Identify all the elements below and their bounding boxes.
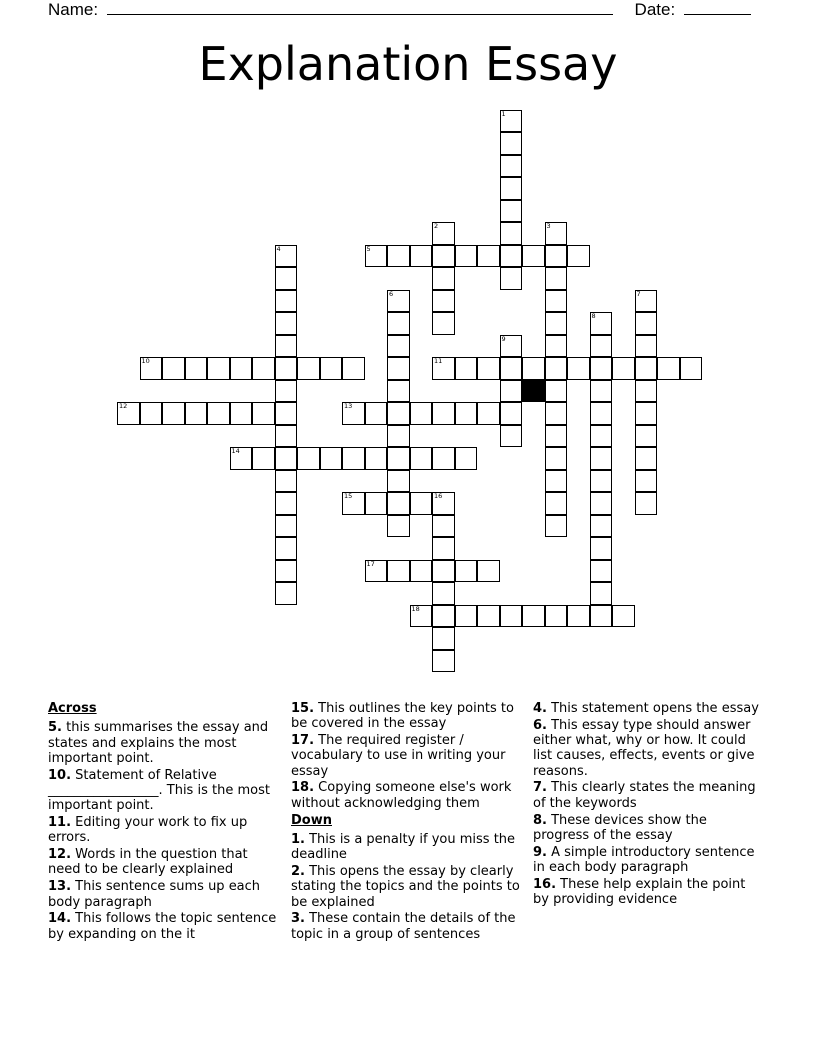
grid-cell[interactable] — [320, 357, 343, 380]
grid-cell[interactable] — [455, 605, 478, 628]
grid-cell[interactable] — [545, 312, 568, 335]
grid-cell[interactable] — [500, 110, 523, 133]
grid-cell[interactable] — [387, 470, 410, 493]
grid-cell[interactable] — [387, 515, 410, 538]
clue-across-1 — [48, 768, 280, 814]
grid-cell[interactable] — [635, 335, 658, 358]
clue-number: 9. — [533, 844, 547, 860]
grid-cell[interactable] — [230, 402, 253, 425]
clue-text: The required register / vocabulary to use in writing your essay — [291, 733, 506, 779]
clue-text: This essay type should answer either what, why or how. It could list causes, effects, events or give reasons. — [533, 717, 755, 779]
grid-cell[interactable] — [477, 357, 500, 380]
grid-cell[interactable] — [432, 650, 455, 673]
clue-text: These contain the details of the topic in a group of sentences — [291, 911, 516, 942]
clue-text: A simple introductory sentence in each body paragraph — [533, 844, 755, 875]
clue-down-6 — [533, 813, 765, 844]
name-label: Name: — [48, 0, 99, 19]
grid-cell[interactable] — [635, 402, 658, 425]
grid-cell[interactable] — [432, 582, 455, 605]
clue-text: this summarises the essay and states and explains the most important point. — [48, 720, 269, 766]
clue-number: 5. — [48, 720, 62, 736]
grid-cell[interactable] — [275, 335, 298, 358]
clue-number-2: 2 — [434, 222, 439, 230]
clue-number: 1. — [291, 831, 305, 847]
grid-cell[interactable] — [590, 582, 613, 605]
grid-cell[interactable] — [590, 380, 613, 403]
grid-cell[interactable] — [635, 425, 658, 448]
clue-number-14: 14 — [231, 447, 240, 455]
clue-number-1: 1 — [501, 109, 506, 118]
grid-cell[interactable] — [365, 492, 388, 515]
clue-number: 7. — [533, 780, 547, 796]
grid-cell[interactable] — [432, 312, 455, 335]
grid-cell[interactable] — [545, 267, 568, 290]
clue-number: 12. — [48, 847, 72, 863]
grid-cell[interactable] — [387, 560, 410, 583]
clue-across-4 — [48, 879, 280, 910]
grid-cell[interactable] — [342, 357, 365, 380]
grid-cell[interactable] — [387, 380, 410, 403]
clue-across-7 — [291, 733, 523, 779]
grid-cell[interactable] — [545, 357, 568, 380]
grid-cell[interactable] — [140, 402, 163, 425]
grid-cell[interactable] — [432, 290, 455, 313]
grid-cell[interactable] — [365, 447, 388, 470]
clue-across-0 — [48, 720, 280, 766]
grid-cell[interactable] — [387, 402, 410, 425]
grid-cell[interactable] — [365, 402, 388, 425]
grid-cell[interactable] — [432, 560, 455, 583]
grid-cell[interactable] — [500, 245, 523, 268]
grid-cell[interactable] — [207, 357, 230, 380]
grid-cell[interactable] — [252, 357, 275, 380]
grid-cell[interactable] — [275, 515, 298, 538]
clue-across-8 — [291, 780, 523, 811]
grid-cell[interactable] — [162, 357, 185, 380]
clues-column-2 — [291, 701, 523, 943]
grid-cell[interactable] — [590, 537, 613, 560]
clue-across-2 — [48, 815, 280, 846]
clue-number: 6. — [533, 717, 547, 733]
grid-cell[interactable] — [500, 425, 523, 448]
grid-cell[interactable] — [432, 267, 455, 290]
clue-number: 4. — [533, 701, 547, 716]
clue-text: These help explain the point by providing evidence — [533, 876, 746, 908]
clue-number-11: 11 — [434, 357, 443, 365]
grid-cell[interactable] — [320, 447, 343, 470]
clue-number: 3. — [291, 911, 305, 927]
grid-cell[interactable] — [275, 290, 298, 313]
grid-cell[interactable] — [590, 425, 613, 448]
clue-number-15: 15 — [344, 492, 353, 500]
clue-down-7 — [533, 845, 765, 876]
grid-cell[interactable] — [365, 245, 388, 268]
grid-cell[interactable] — [545, 492, 568, 515]
clue-down-8 — [533, 877, 765, 908]
grid-cell[interactable] — [432, 357, 455, 380]
grid-cell[interactable] — [275, 492, 298, 515]
grid-cell[interactable] — [567, 605, 590, 628]
clue-number-13: 13 — [344, 402, 353, 410]
page-title: Explanation Essay — [198, 37, 618, 91]
grid-cell[interactable] — [432, 605, 455, 628]
grid-cell[interactable] — [387, 245, 410, 268]
grid-cell[interactable] — [590, 447, 613, 470]
grid-cell[interactable] — [207, 402, 230, 425]
clue-across-5 — [48, 911, 280, 942]
grid-cell[interactable] — [432, 245, 455, 268]
clue-number-17: 17 — [366, 559, 375, 568]
grid-cell[interactable] — [545, 380, 568, 403]
grid-cell[interactable] — [590, 357, 613, 380]
clue-number-10: 10 — [141, 357, 150, 365]
grid-cell[interactable] — [500, 402, 523, 425]
grid-cell[interactable] — [252, 447, 275, 470]
grid-cell[interactable] — [185, 402, 208, 425]
grid-cell[interactable] — [657, 357, 680, 380]
grid-cell[interactable] — [522, 245, 545, 268]
grid-cell[interactable] — [545, 447, 568, 470]
grid-cell[interactable] — [500, 200, 523, 223]
grid-cell[interactable] — [522, 605, 545, 628]
grid-cell[interactable] — [432, 447, 455, 470]
grid-cell[interactable] — [432, 515, 455, 538]
clue-number-3: 3 — [546, 222, 551, 230]
clue-number-6: 6 — [389, 289, 394, 298]
grid-cell[interactable] — [455, 560, 478, 583]
grid-cell[interactable] — [500, 267, 523, 290]
clue-number: 11. — [48, 815, 72, 831]
grid-cell[interactable] — [590, 492, 613, 515]
grid-cell[interactable] — [477, 245, 500, 268]
grid-cell[interactable] — [275, 425, 298, 448]
clue-number: 8. — [533, 812, 547, 828]
clue-down-2 — [291, 911, 523, 942]
grid-cell[interactable] — [162, 402, 185, 425]
clue-number-8: 8 — [591, 312, 596, 320]
grid-cell[interactable] — [410, 245, 433, 268]
clue-text: Editing your work to fix up errors. — [48, 815, 248, 846]
grid-cell[interactable] — [387, 357, 410, 380]
clue-down-0 — [291, 832, 523, 863]
grid-cell[interactable] — [590, 560, 613, 583]
grid-cell[interactable] — [342, 447, 365, 470]
grid-cell[interactable] — [275, 560, 298, 583]
grid-cell[interactable] — [635, 380, 658, 403]
clue-text: Copying someone else's work without acknowledging them — [291, 780, 512, 811]
grid-cell[interactable] — [410, 605, 433, 628]
grid-cell[interactable] — [455, 357, 478, 380]
clue-text: This outlines the key points to be covered in the essay — [291, 701, 514, 732]
grid-cell[interactable] — [387, 447, 410, 470]
grid-cell[interactable] — [432, 492, 455, 515]
clue-text: This clearly states the meaning of the keywords — [533, 780, 756, 811]
grid-cell[interactable] — [432, 537, 455, 560]
clue-number: 18. — [291, 780, 315, 796]
grid-cell[interactable] — [590, 605, 613, 628]
clue-number-9: 9 — [501, 334, 506, 343]
clue-number: 13. — [48, 879, 72, 895]
black-cell — [522, 380, 545, 403]
grid-cell[interactable] — [275, 537, 298, 560]
grid-cell[interactable] — [140, 357, 163, 380]
grid-cell[interactable] — [545, 470, 568, 493]
grid-cell[interactable] — [500, 222, 523, 245]
clue-text: These devices show the progress of the essay — [533, 812, 707, 843]
grid-cell[interactable] — [500, 177, 523, 200]
grid-cell[interactable] — [432, 627, 455, 650]
grid-cell[interactable] — [275, 267, 298, 290]
grid-cell[interactable] — [545, 335, 568, 358]
grid-cell[interactable] — [590, 335, 613, 358]
grid-cell[interactable] — [275, 380, 298, 403]
grid-cell[interactable] — [410, 402, 433, 425]
grid-cell[interactable] — [342, 492, 365, 515]
clue-number: 17. — [291, 733, 315, 749]
grid-cell[interactable] — [275, 470, 298, 493]
grid-cell[interactable] — [275, 402, 298, 425]
grid-cell[interactable] — [387, 492, 410, 515]
grid-cell[interactable] — [635, 312, 658, 335]
grid-cell[interactable] — [432, 222, 455, 245]
grid-cell[interactable] — [612, 605, 635, 628]
grid-cell[interactable] — [590, 515, 613, 538]
grid-cell[interactable] — [275, 357, 298, 380]
clue-across-6 — [291, 701, 523, 732]
grid-cell[interactable] — [500, 132, 523, 155]
grid-cell[interactable] — [590, 312, 613, 335]
grid-cell[interactable] — [252, 402, 275, 425]
grid-cell[interactable] — [477, 560, 500, 583]
clue-number: 2. — [291, 863, 305, 879]
grid-cell[interactable] — [545, 290, 568, 313]
grid-cell[interactable] — [545, 245, 568, 268]
grid-cell[interactable] — [230, 447, 253, 470]
clue-down-3 — [533, 701, 765, 716]
grid-cell[interactable] — [590, 470, 613, 493]
grid-cell[interactable] — [387, 425, 410, 448]
grid-cell[interactable] — [500, 605, 523, 628]
grid-cell[interactable] — [432, 402, 455, 425]
clue-down-5 — [533, 780, 765, 811]
clue-across-3 — [48, 847, 280, 878]
clue-text: Statement of Relative _________________. This is the most important point. — [48, 767, 270, 814]
grid-cell[interactable] — [635, 447, 658, 470]
clue-number: 15. — [291, 701, 315, 716]
grid-cell[interactable] — [590, 402, 613, 425]
grid-cell[interactable] — [477, 402, 500, 425]
clue-text: This statement opens the essay — [546, 701, 759, 716]
grid-cell[interactable] — [545, 425, 568, 448]
grid-cell[interactable] — [387, 290, 410, 313]
clue-down-4 — [533, 718, 765, 779]
date-label: Date: — [634, 0, 676, 19]
grid-cell[interactable] — [230, 357, 253, 380]
clue-text: This sentence sums up each body paragraph — [48, 879, 261, 910]
grid-cell[interactable] — [500, 380, 523, 403]
down-heading: Down — [291, 812, 332, 828]
grid-cell[interactable] — [612, 357, 635, 380]
grid-cell[interactable] — [635, 470, 658, 493]
clue-number-16: 16 — [434, 492, 443, 500]
grid-cell[interactable] — [387, 312, 410, 335]
grid-cell[interactable] — [635, 492, 658, 515]
grid-cell[interactable] — [275, 312, 298, 335]
grid-cell[interactable] — [297, 447, 320, 470]
grid-cell[interactable] — [545, 605, 568, 628]
clue-text: Words in the question that need to be clearly explained — [48, 847, 248, 878]
grid-cell[interactable] — [477, 605, 500, 628]
clue-number-4: 4 — [276, 244, 281, 253]
grid-cell[interactable] — [455, 402, 478, 425]
grid-cell[interactable] — [275, 447, 298, 470]
grid-cell[interactable] — [297, 357, 320, 380]
grid-cell[interactable] — [117, 402, 140, 425]
clue-number-5: 5 — [366, 244, 371, 253]
clue-text: This follows the topic sentence by expanding on the it — [48, 911, 277, 942]
grid-cell[interactable] — [545, 402, 568, 425]
grid-cell[interactable] — [275, 245, 298, 268]
grid-cell[interactable] — [522, 357, 545, 380]
grid-cell[interactable] — [567, 357, 590, 380]
grid-cell[interactable] — [455, 245, 478, 268]
grid-cell[interactable] — [410, 447, 433, 470]
grid-cell[interactable] — [545, 515, 568, 538]
across-heading: Across — [48, 701, 97, 716]
clue-number: 14. — [48, 911, 72, 927]
grid-cell[interactable] — [500, 357, 523, 380]
grid-cell[interactable] — [410, 560, 433, 583]
grid-cell[interactable] — [680, 357, 703, 380]
clue-number-7: 7 — [636, 289, 641, 298]
clue-number: 16. — [533, 876, 557, 892]
grid-cell[interactable] — [410, 492, 433, 515]
grid-cell[interactable] — [545, 222, 568, 245]
grid-cell[interactable] — [567, 245, 590, 268]
grid-cell[interactable] — [455, 447, 478, 470]
grid-cell[interactable] — [185, 357, 208, 380]
clues-column-1 — [48, 701, 280, 943]
clues-column-3 — [533, 701, 765, 909]
grid-cell[interactable] — [500, 155, 523, 178]
grid-cell[interactable] — [365, 560, 388, 583]
grid-cell[interactable] — [500, 335, 523, 358]
clue-text: This is a penalty if you miss the deadline — [291, 831, 516, 863]
clue-text: This opens the essay by clearly stating the topics and the points to be explained — [291, 863, 520, 910]
clue-number-18: 18 — [411, 604, 420, 613]
clue-number-12: 12 — [119, 402, 128, 410]
grid-cell[interactable] — [635, 357, 658, 380]
clue-down-1 — [291, 864, 523, 910]
clue-number: 10. — [48, 767, 72, 783]
grid-cell[interactable] — [275, 582, 298, 605]
grid-cell[interactable] — [387, 335, 410, 358]
grid-cell[interactable] — [342, 402, 365, 425]
grid-cell[interactable] — [635, 290, 658, 313]
